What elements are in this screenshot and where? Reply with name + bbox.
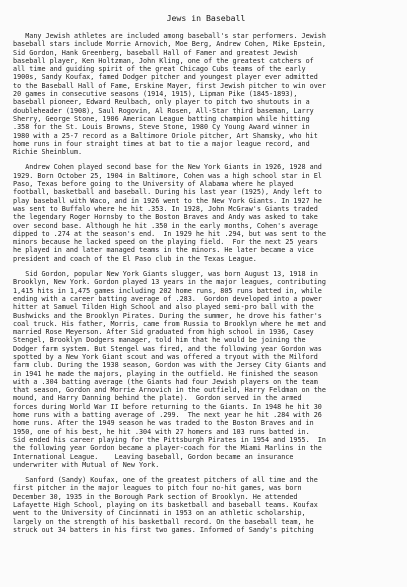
paragraph (13, 476, 399, 534)
text-line: farm club. During the 1938 season, Gordon was with the Jersey City Giants and (13, 361, 326, 370)
text-line: Many Jewish athletes are included among baseball's star performers. Jewish (13, 32, 326, 40)
text-line: football, basketball and baseball. During his last year (1925), Andy left to (13, 188, 322, 197)
paragraph (13, 32, 399, 156)
text-line: Dodger farm system. But Stengel was fired, and the following year Gordon was (13, 344, 322, 353)
text-line: went to the University of Cincinnati in 1953 on an athletic scholarship, (13, 509, 306, 518)
text-line: 1,415 hits in 1,475 games including 202 home runs, 805 runs batted in, while (13, 286, 322, 295)
text-line: all time and guiding spirit of the great Chicago Cubs teams of the early (13, 65, 306, 74)
text-line: home runs. After the 1949 season he was traded to the Boston Braves and in (13, 419, 314, 428)
text-line: 1929. Born October 25, 1904 in Baltimore, Cohen was a high school star in El (13, 171, 322, 180)
text-line: Sid ended his career playing for the Pittsburgh Pirates in 1954 and 1955. In (13, 435, 326, 444)
text-line: struck out 34 batters in his first two games. Informed of Sandy's pitching (13, 525, 314, 534)
text-line: home runs in four straight times at bat to tie a major league record, and (13, 139, 310, 148)
text-line: Lafayette High School, playing on its basketball and baseball teams. Koufax (13, 501, 318, 510)
text-line: he played in and later managed teams in the minors. He later became a vice (13, 246, 314, 255)
text-line: .358 for the St. Louis Browns, Steve Stone, 1980 Cy Young Award winner in (13, 123, 310, 132)
text-line: spotted by a New York Giant scout and was offered a tryout with the Milford (13, 352, 318, 361)
text-line: forces during World War II before returning to the Giants. In 1948 he hit 30 (13, 402, 322, 411)
text-line: with a .304 batting average (the Giants had four Jewish players on the team (13, 377, 318, 386)
text-line: 1980 with a 25-7 record as a Baltimore Oriole pitcher, Art Shamsky, who hit (13, 131, 318, 140)
text-line: underwriter with Mutual of New York. (13, 460, 160, 469)
text-line: largely on the strength of his basketball record. On the baseball team, he (13, 517, 314, 526)
paragraph (13, 270, 399, 469)
text-line: the following year Gordon became a player-coach for the Miami Marlins in the (13, 444, 322, 453)
text-line: over second base. Although he hit .350 in the early months, Cohen's average (13, 221, 318, 230)
text-line: play baseball with Waco, and in 1926 went to the New York Giants. In 1927 he (13, 196, 322, 205)
text-line: Stengel, Brooklyn Dodgers manager, told him that he would be joining the (13, 336, 306, 345)
text-line: ending with a career batting average of .283. Gordon developed into a power (13, 294, 322, 303)
document-body (13, 32, 399, 534)
text-line: was sent to Buffalo where he hit .353. In 1928, John McGraw's Giants traded (13, 204, 318, 213)
text-line: first pitcher in the major leagues to pitch four no-hit games, was born (13, 484, 302, 493)
text-line: Sherry, George Stone, 1906 American League batting champion while hitting (13, 114, 310, 123)
text-line: the legendary Roger Hornsby to the Boston Braves and Andy was asked to take (13, 213, 318, 222)
text-line: 1900s, Sandy Koufax, famed Dodger pitcher and youngest player ever admitted (13, 73, 318, 82)
document-title: Jews in Baseball (166, 13, 246, 23)
text-line: Paso, Texas before going to the University of Alabama where he played (13, 180, 294, 189)
text-line: home runs with a batting average of .299. The next year he hit .284 with 26 (13, 411, 322, 420)
text-line: Andrew Cohen played second base for the New York Giants in 1926, 1928 and (13, 163, 322, 172)
text-line: Sid Gordon, popular New York Giants slugger, was born August 13, 1918 in (13, 270, 318, 279)
paragraph (13, 163, 399, 263)
text-line: 20 games in consecutive seasons (1914, 1915), Lipman Pike (1845-1893), (13, 90, 298, 99)
text-line: doubleheader (1908), Saul Rogovin, Al Rosen, All-Star third baseman, Larry (13, 106, 314, 115)
text-line: Richie Sheinblum. (13, 148, 83, 157)
text-line: baseball player, Ken Holtzman, John Kling, one of the greatest catchers of (13, 56, 314, 65)
text-line: baseball stars include Morrie Arnovich, Moe Berg, Andrew Cohen, Mike Epstein, (13, 40, 326, 49)
text-line: married Rose Meyerson. After Sid graduated from high school in 1936, Casey (13, 328, 314, 337)
text-line: 1950, one of his best, he hit .304 with 27 homers and 103 runs batted in. (13, 427, 310, 436)
text-line: president and coach of the El Paso club in the Texas League. (13, 254, 257, 263)
text-line: to the Baseball Hall of Fame, Erskine Mayer, first Jewish pitcher to win over (13, 81, 326, 90)
text-line: coal truck. His father, Morris, came from Russia to Brooklyn where he met and (13, 319, 326, 328)
text-line: baseball pioneer, Edward Reulbach, only player to pitch two shutouts in a (13, 98, 310, 107)
text-line: Bushwicks and the Brooklyn Pirates. During the summer, he drove his father's (13, 311, 322, 320)
text-line: Brooklyn, New York. Gordon played 13 years in the major leagues, contributing (13, 278, 326, 287)
text-line: Sid Gordon, Hank Greenberg, baseball Hall of Famer and greatest Jewish (13, 48, 298, 57)
text-line: that season, Gordon and Morrie Arnovich in the outfield, Harry Feldman on the (13, 386, 326, 395)
text-line: hitter at Samuel Tilden High School and also played semi-pro ball with the (13, 303, 314, 312)
text-line: mound, and Harry Danning behind the plate). Gordon served in the armed (13, 394, 302, 403)
text-line: International League. Leaving baseball, Gordon became an insurance (13, 452, 294, 461)
text-line: Sanford (Sandy) Koufax, one of the greatest pitchers of all time and the (13, 476, 318, 485)
text-line: dipped to .274 at the season's end. In 1929 he hit .294, but was sent to the (13, 229, 326, 238)
text-line: in 1941 he made the majors, playing in the outfield. He finished the season (13, 369, 318, 378)
text-line: minors because he lacked speed on the playing field. For the next 25 years (13, 238, 318, 247)
text-line: December 30, 1935 in the Borough Park section of Brooklyn. He attended (13, 492, 298, 501)
